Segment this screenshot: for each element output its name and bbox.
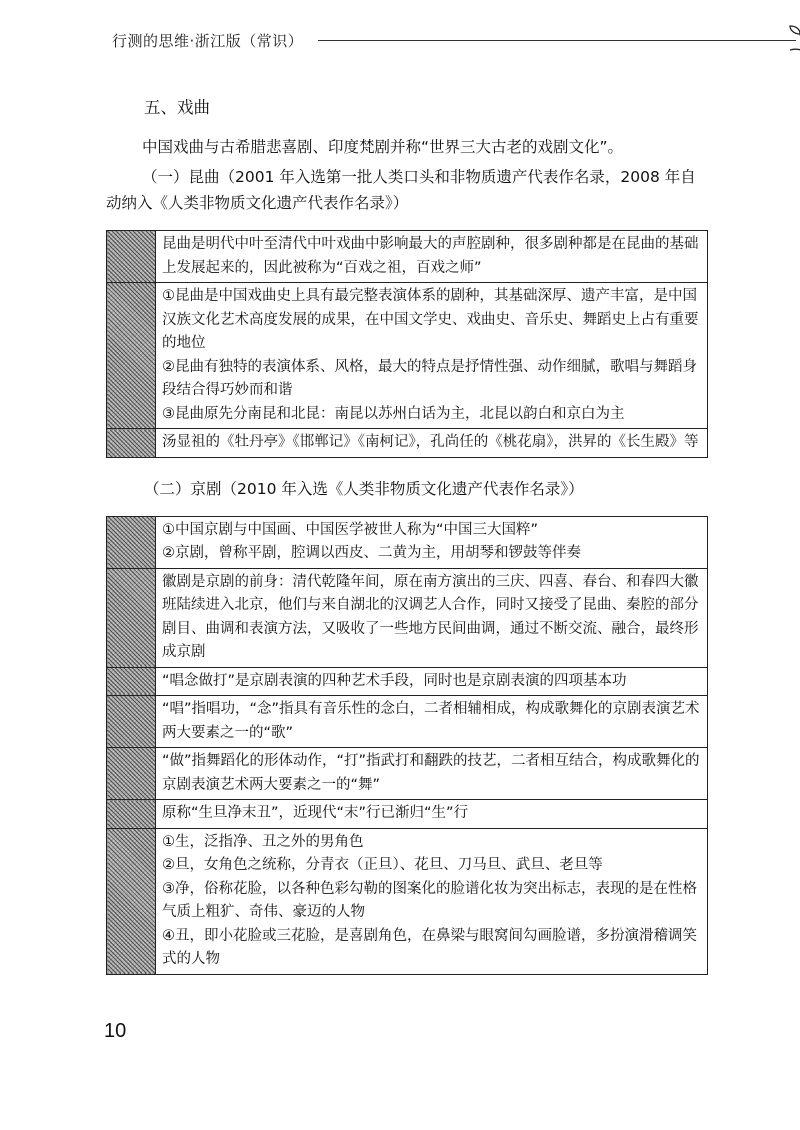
- row-label: [107, 800, 156, 829]
- row-content: 昆曲是明代中叶至清代中叶戏曲中影响最大的声腔剧种，很多剧种都是在昆曲的基础上发展起来的，因此被称为“百戏之祖，百戏之师”: [156, 231, 708, 283]
- row-label: [107, 568, 156, 667]
- table-row: [107, 667, 708, 696]
- row-label: [107, 828, 156, 974]
- jingju-table: [106, 516, 708, 975]
- table-row: [107, 748, 708, 800]
- row-content: ①中国京剧与中国画、中国医学被世人称为“中国三大国粹” ②京剧，曾称平剧，腔调以西皮、二黄为主，用胡琴和锣鼓等伴奏: [156, 516, 708, 568]
- row-content: ①昆曲是中国戏曲史上具有最完整表演体系的剧种，其基础深厚、遗产丰富，是中国汉族文化艺术高度发展的成果，在中国文学史、戏曲史、音乐史、舞蹈史上占有重要的地位 ②昆曲有独特的表演体系、风格，最大的特点是抒情性强、动作细腻，歌唱与舞蹈身段结合得巧妙而和谐 ③昆曲原先分南昆和北昆：南昆以苏州白话为主，北昆以韵白和京白为主: [156, 283, 708, 429]
- row-label: [107, 748, 156, 800]
- table-row: [107, 516, 708, 568]
- running-header: [112, 26, 712, 56]
- table-row: [107, 828, 708, 974]
- row-label: [107, 429, 156, 458]
- table-row: [107, 696, 708, 748]
- table-row: [107, 800, 708, 829]
- page-content: [106, 94, 708, 975]
- jingju-heading: （二）京剧（2010 年入选《人类非物质文化遗产代表作名录》）: [144, 479, 584, 498]
- table-row: [107, 283, 708, 429]
- table-row: [107, 568, 708, 667]
- row-content: “唱念做打”是京剧表演的四种艺术手段，同时也是京剧表演的四项基本功: [156, 667, 708, 696]
- table-row: [107, 429, 708, 458]
- kunqu-table: [106, 230, 708, 458]
- header-rule: [318, 40, 796, 41]
- running-header-title: 行测的思维·浙江版（常识）: [112, 32, 304, 50]
- row-content: “唱”指唱功，“念”指具有音乐性的念白，二者相辅相成，构成歌舞化的京剧表演艺术两大要素之一的“歌”: [156, 696, 708, 748]
- table-row: [107, 231, 708, 283]
- row-label: [107, 283, 156, 429]
- row-label: [107, 667, 156, 696]
- page-number: 10: [104, 1020, 127, 1042]
- row-content: 徽剧是京剧的前身：清代乾隆年间，原在南方演出的三庆、四喜、春台、和春四大徽班陆续进入北京，他们与来自湖北的汉调艺人合作，同时又接受了昆曲、秦腔的部分剧目、曲调和表演方法，又吸收了一些地方民间曲调，通过不断交流、融合，最终形成京剧: [156, 568, 708, 667]
- row-label: [107, 696, 156, 748]
- row-content: 原称“生旦净末丑”，近现代“末”行已渐归“生”行: [156, 800, 708, 829]
- kunqu-heading: （一）昆曲（2001 年入选第一批人类口头和非物质遗产代表作名录，2008 年自动纳入《人类非物质文化遗产代表作名录》）: [106, 168, 696, 212]
- sprout-icon: [788, 24, 800, 52]
- section-heading: 五、戏曲: [144, 98, 210, 117]
- section-intro: 中国戏曲与古希腊悲喜剧、印度梵剧并称“世界三大古老的戏剧文化”。: [142, 138, 624, 156]
- row-content: “做”指舞蹈化的形体动作，“打”指武打和翻跌的技艺，二者相互结合，构成歌舞化的京剧表演艺术两大要素之一的“舞”: [156, 748, 708, 800]
- row-content: ①生，泛指净、丑之外的男角色 ②旦，女角色之统称，分青衣（正旦）、花旦、刀马旦、武旦、老旦等 ③净，俗称花脸，以各种色彩勾勒的图案化的脸谱化妆为突出标志，表现的是在性格气质上粗犷、奇伟、豪迈的人物 ④丑，即小花脸或三花脸，是喜剧角色，在鼻梁与眼窝间勾画脸谱，多扮演滑稽调笑式的人物: [156, 828, 708, 974]
- row-content: 汤显祖的《牡丹亭》《邯郸记》《南柯记》，孔尚任的《桃花扇》，洪昇的《长生殿》等: [156, 429, 708, 458]
- row-label: [107, 231, 156, 283]
- row-label: [107, 516, 156, 568]
